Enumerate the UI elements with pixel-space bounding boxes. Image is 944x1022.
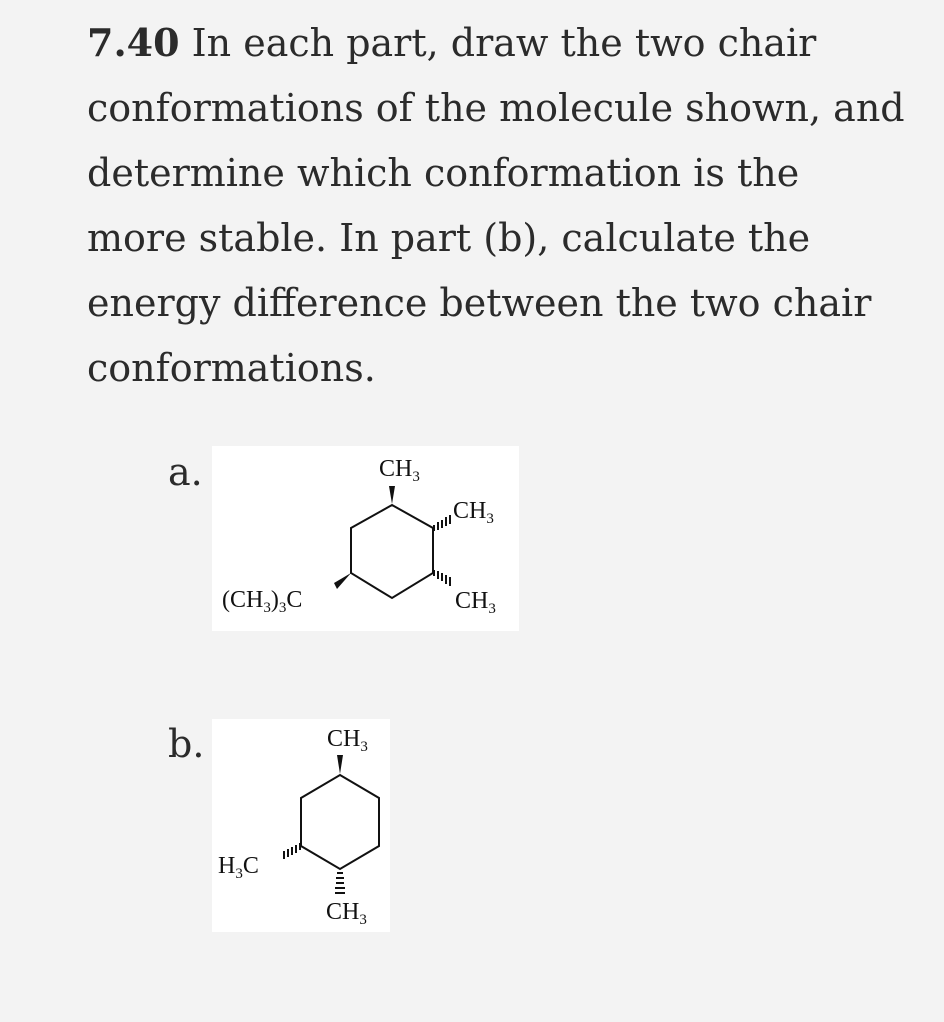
hash-bond-bottom-b [335, 873, 345, 893]
label-top-ch3-b: $CH_3$ [327, 726, 368, 755]
part-a-label: a. [168, 450, 203, 494]
molecule-b-structure [212, 719, 390, 932]
cyclohexane-ring-a [351, 505, 433, 598]
label-upper-right-ch3-a: $CH_3$ [453, 498, 494, 527]
wedge-bond-top-a [389, 486, 395, 504]
label-lower-left-h3c-b: $H_3C$ [218, 853, 259, 882]
hash-bond-lower-left-b [284, 843, 300, 859]
hash-bond-lower-right-a [434, 570, 450, 586]
problem-statement [87, 10, 907, 401]
cyclohexane-ring-b [301, 775, 379, 869]
molecule-a-figure [212, 446, 519, 631]
wedge-bond-top-b [337, 755, 343, 774]
label-top-ch3-a: $CH_3$ [379, 456, 420, 485]
problem-number: 7.40 [87, 20, 180, 65]
part-b-label: b. [168, 722, 205, 766]
label-tert-butyl-a: $(CH_3)_3C$ [222, 587, 303, 616]
problem-text: In each part, draw the two chair conformations of the molecule shown, and determine which conformation is the more stable. In part (b), calculate the energy difference between the two chair conformations. [87, 21, 905, 390]
wedge-bond-lower-left-a [334, 573, 351, 589]
label-lower-right-ch3-a: $CH_3$ [455, 588, 496, 617]
label-bottom-ch3-b: $CH_3$ [326, 899, 367, 928]
hash-bond-upper-right-a [434, 515, 450, 531]
molecule-a-structure [212, 446, 519, 631]
molecule-b-figure [212, 719, 390, 932]
